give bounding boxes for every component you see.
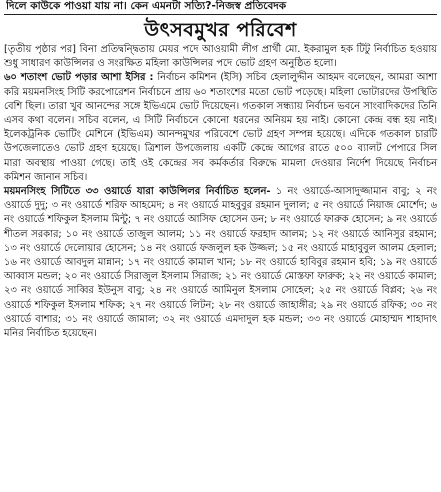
article-body — [4, 43, 437, 341]
councillors-paragraph — [4, 185, 437, 341]
turnout-subheading: ৬০ শতাংশ ভোট পড়ার আশা ইসির : — [4, 72, 154, 84]
previous-article-tail: দিলে কাউকে পাওয়া যায় না। কেন এমনটা সত্যি?-নিজস্ব প্রতিবেদক — [6, 0, 287, 12]
continuation-marker: [তৃতীয় পৃষ্ঠার পর] — [4, 44, 77, 55]
turnout-text: নির্বাচন কমিশন (ইসি) সচিব হেলালুদ্দীন আহমদ বলেছেন, আমরা আশা করি ময়মনসিংহ সিটি করপোরেশন নির্বাচনে প্রায় ৬০ শতাংশের মতো ভোট পড়েছে। মহিলা ভোটারদের উপস্থিতি বেশি ছিল। তারা খুব আনন্দের সঙ্গে ইভিএমে ভোট দিয়েছেন। গতকাল সন্ধ্যায় নির্বাচন ভবনে সাংবাদিকদের তিনি এসব কথা বলেন। সচিব বলেন, এ সিটি নির্বাচনে কোনো ধরনের অনিয়ম হয় নাই। কোনো কেন্দ্র বন্ধ হয় নাই। ইলেকট্রনিক ভোটিং মেশিনে (ইভিএম) আনন্দমুখর পরিবেশে ভোট গ্রহণ সম্পন্ন হয়েছে। এদিকে গতকাল চারটি উপজেলাতেও ভোট গ্রহণ হয়েছে। ত্রিশাল উপজেলায় একটি কেন্দ্রে আগের রাতে ৫০০ ব্যালট পেপারে সিল মারা অবস্থায় পাওয়া গেছে। তাই ওই কেন্দ্রের সব কর্মকর্তার বিরুদ্ধে মামলা দেওয়ার নির্দেশ দিয়েছে নির্বাচন কমিশন জানান সচিব। — [4, 72, 437, 183]
divider — [4, 14, 437, 15]
intro-text: বিনা প্রতিদ্বন্দ্বিতায় মেয়র পদে আওয়ামী লীগ প্রার্থী মো. ইকরামুল হক টিটু নির্বাচিত হওয়ায় শুধু সাধারণ কাউন্সিলর ও সংরক্ষিত মহিলা কাউন্সিলর পদে ভোট গ্রহণ অনুষ্ঠিত হলো। — [4, 44, 437, 70]
councillors-list-text: ১ নং ওয়ার্ডে-আসাদুজ্জামান বাবু; ২ নং ওয়ার্ডে দুদু; ৩ নং ওয়ার্ডে শরিফ আহমেদ; ৪ নং ওয়ার্ডে মাহবুবুর রহমান দুলাল; ৫ নং ওয়ার্ডে নিয়াজ মোর্শেদ; ৬ নং ওয়ার্ডে শফিকুল ইসলাম মিন্টু; ৭ নং ওয়ার্ডে আসিফ হোসেন ডন; ৮ নং ওয়ার্ডে ফারুক হোসেন; ৯ নং ওয়ার্ডে শীতল সরকার; ১০ নং ওয়ার্ডে তাজুল আলম; ১১ নং ওয়ার্ডে ফরহাদ আলম; ১২ নং ওয়ার্ডে আনিসুর রহমান; ১৩ নং ওয়ার্ডে দেলোয়ার হোসেন; ১৪ নং ওয়ার্ডে ফজলুল হক উজ্জল; ১৫ নং ওয়ার্ডে মাহাবুবুল আলম হেলাল; ১৬ নং ওয়ার্ডে আবদুল মান্নান; ১৭ নং ওয়ার্ডে কামাল খান; ১৮ নং ওয়ার্ডে হাবিবুর রহমান হবি; ১৯ নং ওয়ার্ডে আব্বাস মন্ডল; ২০ নং ওয়ার্ডে সিরাজুল ইসলাম সিরাজ; ২১ নং ওয়ার্ডে মোস্তফা ফারুক; ২২ নং ওয়ার্ডে কামাল; ২৩ নং ওয়ার্ডে সাব্বির ইউনুস বাবু; ২৪ নং ওয়ার্ডে আমিনুল ইসলাম সোহেল; ২৫ নং ওয়ার্ডে বিপ্লব; ২৬ নং ওয়ার্ডে শফিকুল ইসলাম শফিক; ২৭ নং ওয়ার্ডে লিটন; ২৮ নং ওয়ার্ডে জাহাঙ্গীর; ২৯ নং ওয়ার্ডে রফিক; ৩০ নং ওয়ার্ডে বাশার; ৩১ নং ওয়ার্ডে জামাল; ৩২ নং ওয়ার্ডে এমদাদুল হক মন্ডল; ৩৩ নং ওয়ার্ডে মোহাম্মদ শাহাদাৎ মনির নির্বাচিত হয়েছেন। — [4, 186, 437, 340]
article-headline: উৎসবমুখর পরিবেশ — [144, 19, 297, 41]
councillors-subheading: ময়মনসিংহ সিটিতে ৩৩ ওয়ার্ডে যারা কাউন্সিলর নির্বাচিত হলেন- — [4, 186, 271, 198]
turnout-paragraph — [4, 71, 437, 185]
intro-paragraph — [4, 43, 437, 71]
